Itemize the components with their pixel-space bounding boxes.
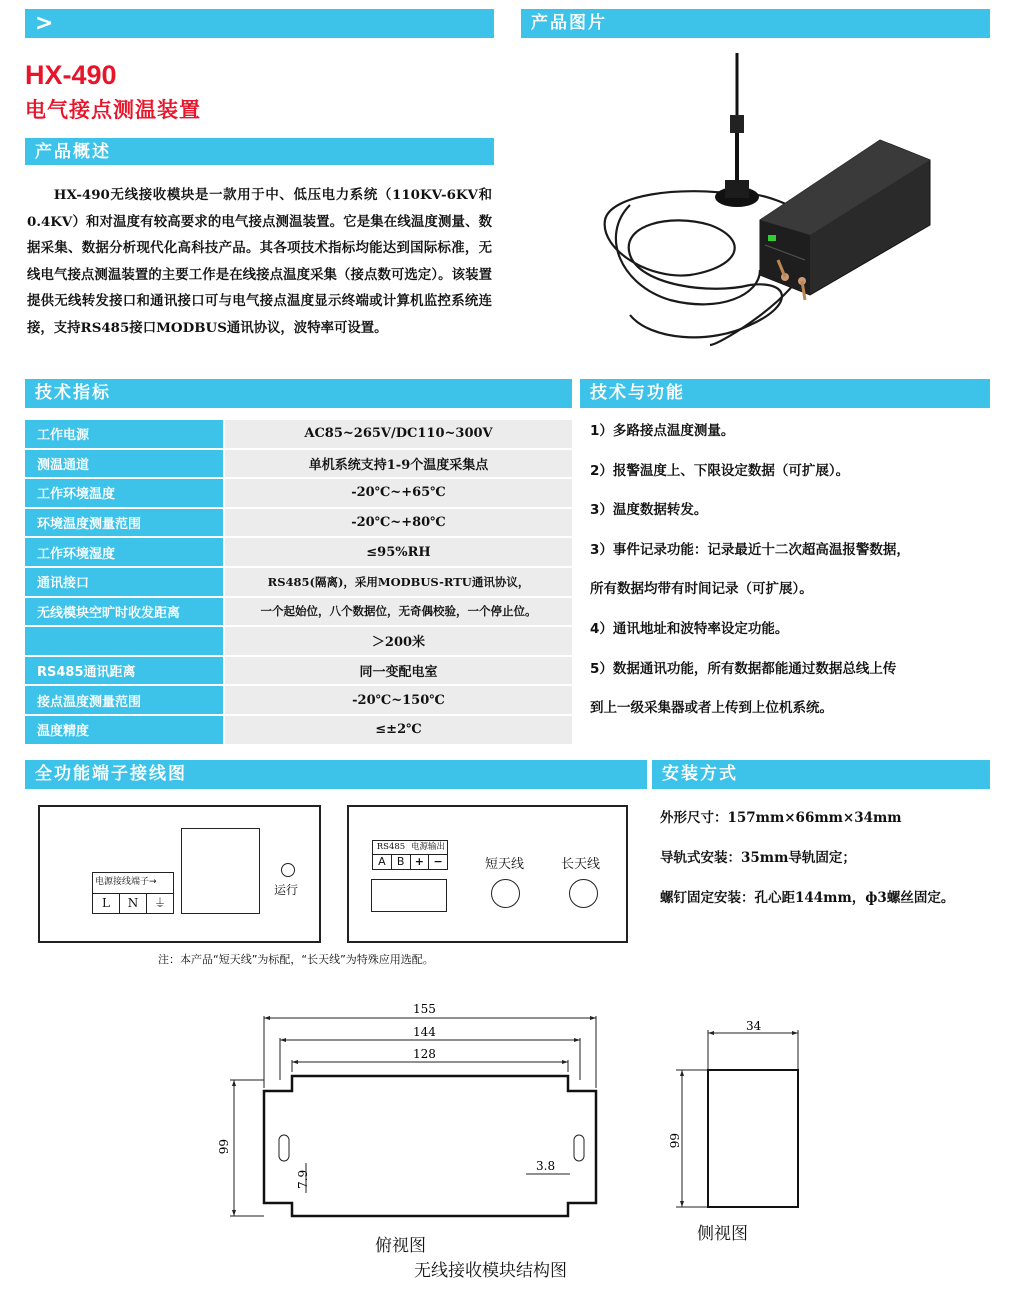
dim-overall: 155 (413, 1002, 436, 1016)
spec-key: RS485通讯距离 (25, 657, 225, 685)
install-list (660, 808, 1005, 928)
specs-header (25, 379, 572, 408)
chevron-right-icon: > (35, 11, 56, 36)
specs-table (25, 418, 572, 746)
dim-inner: 128 (413, 1047, 436, 1061)
product-name: 电气接点测温装置 (25, 98, 201, 122)
run-indicator-icon (281, 863, 295, 877)
io-terminal-block (372, 840, 448, 870)
overview-label: 产品概述 (35, 142, 111, 162)
spec-value: -20℃~+65℃ (225, 479, 572, 507)
spec-value: 同一变配电室 (225, 657, 572, 685)
power-out-label: 电源输出 (410, 842, 445, 852)
spec-value: ≤±2℃ (225, 716, 572, 744)
wiring-panel-comm (347, 805, 628, 943)
dim-side-height: 66 (667, 1133, 681, 1149)
list-item: 导轨式安装：35mm导轨固定； (660, 850, 856, 866)
spec-value: ＞200米 (225, 627, 572, 655)
spec-value: -20℃~+80℃ (225, 509, 572, 537)
top-view-caption: 俯视图 (375, 1236, 426, 1256)
table-row (25, 686, 572, 714)
product-model: HX-490 (25, 60, 117, 90)
spec-key: 无线模块空旷时收发距离 (25, 598, 225, 626)
ground-icon: ⏚ (153, 896, 166, 910)
list-item: 3）温度数据转发。 (590, 502, 708, 519)
display-window (181, 828, 260, 914)
power-terminal-label: 电源接线端子→ (95, 877, 157, 887)
spec-key: 接点温度测量范围 (25, 686, 225, 714)
list-item: 螺钉固定安装：孔心距144mm，ф3螺丝固定。 (660, 890, 955, 906)
side-view-caption: 侧视图 (697, 1224, 748, 1244)
dim-slot-height: 7.9 (296, 1169, 310, 1189)
wiring-header (25, 760, 647, 789)
terminal-l: L (93, 894, 120, 913)
wiring-note: 注：本产品“短天线”为标配，“长天线”为特殊应用选配。 (158, 953, 434, 966)
photo-section-label: 产品图片 (531, 13, 607, 33)
wiring-label: 全功能端子接线图 (35, 764, 187, 784)
list-item: 5）数据通讯功能，所有数据都能通过数据总线上传 (590, 660, 897, 677)
specs-label: 技术指标 (35, 383, 111, 403)
list-item: 外形尺寸：157mm×66mm×34mm (660, 810, 902, 826)
spec-key (25, 627, 225, 655)
comm-display-window (371, 879, 447, 912)
list-item: 所有数据均带有时间记录（可扩展）。 (590, 581, 813, 598)
table-row (25, 538, 572, 566)
dim-hole-pitch: 144 (413, 1025, 436, 1039)
wiring-panel-power (38, 805, 321, 943)
terminal-b: B (392, 855, 411, 869)
table-row (25, 450, 572, 478)
table-row (25, 509, 572, 537)
header-bar-left (25, 9, 494, 38)
overview-text: HX-490无线接收模块是一款用于中、低压电力系统（110KV-6KV和0.4KV）和对温度有较高要求的电气接点测温装置。它是集在线温度测量、数据采集、数据分析现代化高科技产品。其各项技术指标均能达到国际标准，无线电气接点测温装置的主要工作是在线接点温度采集（接点数可选定）。该装置提供无线转发接口和通讯接口可与电气接点温度显示终端或计算机监控系统连接，支持RS485接口MODBUS通讯协议，波特率可设置。 (27, 187, 492, 336)
spec-key: 测温通道 (25, 450, 225, 478)
list-item: 4）通讯地址和波特率设定功能。 (590, 620, 789, 637)
terminal-n: N (120, 894, 147, 913)
short-antenna-port-icon (491, 879, 520, 908)
table-row (25, 598, 572, 626)
list-item: 1）多路接点温度测量。 (590, 423, 735, 439)
spec-value: 一个起始位，八个数据位，无奇偶校验，一个停止位。 (225, 598, 572, 626)
install-header (652, 760, 990, 789)
terminal-minus: − (433, 855, 443, 868)
short-antenna-label: 短天线 (485, 857, 525, 872)
arrow-right-icon: → (149, 877, 157, 887)
table-row (25, 420, 572, 448)
list-item: 到上一级采集器或者上传到上位机系统。 (590, 700, 833, 717)
spec-value: 单机系统支持1-9个温度采集点 (225, 450, 572, 478)
dim-height: 66 (216, 1139, 230, 1155)
run-label: 运行 (274, 883, 299, 897)
product-photo (590, 45, 950, 355)
install-label: 安装方式 (662, 764, 738, 784)
long-antenna-label: 长天线 (561, 857, 601, 872)
table-row (25, 627, 572, 655)
table-row (25, 479, 572, 507)
power-terminal-block (92, 872, 174, 914)
table-row (25, 716, 572, 744)
spec-key: 工作环境温度 (25, 479, 225, 507)
spec-value: -20℃~150℃ (225, 686, 572, 714)
list-item: 2）报警温度上、下限设定数据（可扩展）。 (590, 462, 850, 479)
spec-key: 通讯接口 (25, 568, 225, 596)
functions-header (580, 379, 990, 408)
spec-value: AC85~265V/DC110~300V (225, 420, 572, 448)
rs485-label: RS485 (376, 842, 406, 852)
functions-label: 技术与功能 (590, 383, 685, 403)
overview-header (25, 138, 494, 165)
top-view-drawing (210, 998, 610, 1223)
spec-key: 温度精度 (25, 716, 225, 744)
table-row (25, 568, 572, 596)
photo-section-header (521, 9, 990, 38)
long-antenna-port-icon (569, 879, 598, 908)
spec-key: 工作环境湿度 (25, 538, 225, 566)
table-row (25, 657, 572, 685)
list-item: 3）事件记录功能：记录最近十二次超高温报警数据， (590, 541, 910, 558)
structure-caption: 无线接收模块结构图 (414, 1261, 567, 1281)
dim-side-width: 34 (746, 1019, 762, 1033)
spec-value: ≤95%RH (225, 538, 572, 566)
functions-list (590, 421, 1000, 738)
spec-key: 工作电源 (25, 420, 225, 448)
spec-key: 环境温度测量范围 (25, 509, 225, 537)
spec-value: RS485(隔离)，采用MODBUS-RTU通讯协议， (225, 568, 572, 596)
terminal-a: A (373, 855, 392, 869)
terminal-plus: + (411, 855, 430, 869)
dim-slot-width: 3.8 (536, 1159, 556, 1173)
side-view-drawing (660, 1015, 810, 1215)
